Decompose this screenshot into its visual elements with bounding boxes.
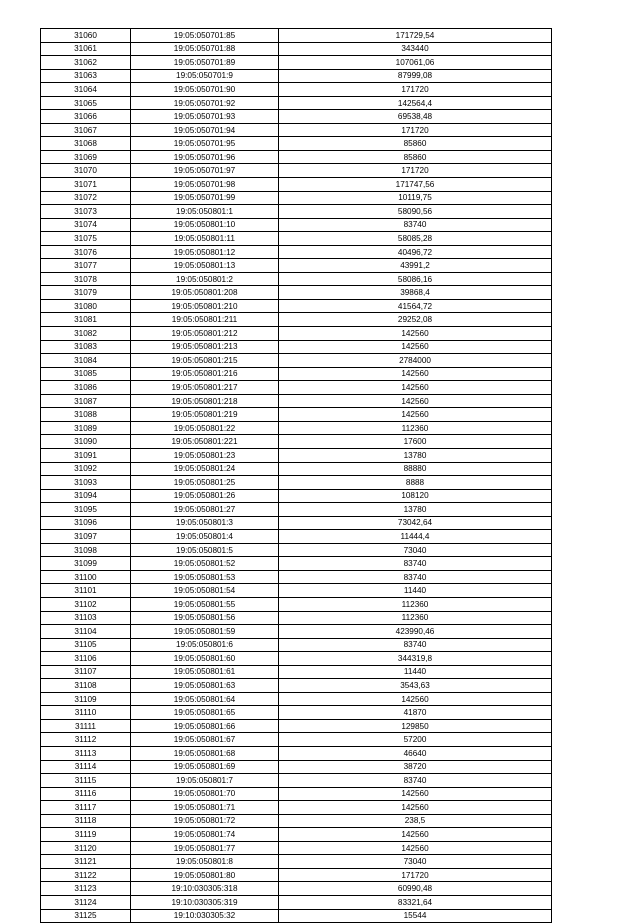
table-row [41,489,552,503]
row-number-cell: 31095 [41,503,131,517]
row-number-cell: 31082 [41,327,131,341]
cadastral-number-cell: 19:05:050701:96 [131,150,279,164]
row-number-cell: 31117 [41,801,131,815]
cadastral-number-cell: 19:05:050701:92 [131,96,279,110]
row-number-cell: 31115 [41,774,131,788]
value-cell: 88880 [279,462,552,476]
table-row [41,178,552,192]
row-number-cell: 31093 [41,476,131,490]
cadastral-number-cell: 19:05:050801:4 [131,530,279,544]
table-row [41,868,552,882]
value-cell: 142560 [279,841,552,855]
cadastral-number-cell: 19:05:050801:71 [131,801,279,815]
value-cell: 142560 [279,394,552,408]
value-cell: 83740 [279,570,552,584]
cadastral-number-cell: 19:05:050701:88 [131,42,279,56]
row-number-cell: 31110 [41,706,131,720]
row-number-cell: 31085 [41,367,131,381]
value-cell: 83740 [279,218,552,232]
table-row [41,503,552,517]
row-number-cell: 31077 [41,259,131,273]
row-number-cell: 31116 [41,787,131,801]
table-row [41,760,552,774]
row-number-cell: 31062 [41,56,131,70]
row-number-cell: 31123 [41,882,131,896]
cadastral-number-cell: 19:05:050801:13 [131,259,279,273]
cadastral-number-cell: 19:05:050801:11 [131,232,279,246]
table-row [41,354,552,368]
cadastral-number-cell: 19:05:050701:95 [131,137,279,151]
cadastral-number-cell: 19:05:050801:22 [131,421,279,435]
value-cell: 423990,46 [279,625,552,639]
table-row [41,652,552,666]
value-cell: 142560 [279,801,552,815]
table-row [41,719,552,733]
cadastral-number-cell: 19:05:050801:215 [131,354,279,368]
cadastral-number-cell: 19:05:050801:55 [131,597,279,611]
table-row [41,801,552,815]
cadastral-number-cell: 19:05:050701:89 [131,56,279,70]
value-cell: 29252,08 [279,313,552,327]
cadastral-number-cell: 19:05:050801:218 [131,394,279,408]
value-cell: 142560 [279,408,552,422]
cadastral-number-cell: 19:05:050801:210 [131,299,279,313]
cadastral-number-cell: 19:05:050801:77 [131,841,279,855]
cadastral-number-cell: 19:05:050801:5 [131,543,279,557]
row-number-cell: 31067 [41,123,131,137]
table-row [41,611,552,625]
row-number-cell: 31113 [41,746,131,760]
value-cell: 58086,16 [279,272,552,286]
cadastral-number-cell: 19:05:050801:74 [131,828,279,842]
table-row [41,259,552,273]
table-row [41,205,552,219]
row-number-cell: 31087 [41,394,131,408]
cadastral-number-cell: 19:10:030305:319 [131,896,279,910]
cadastral-number-cell: 19:05:050701:97 [131,164,279,178]
value-cell: 13780 [279,503,552,517]
cadastral-number-cell: 19:05:050801:54 [131,584,279,598]
table-row [41,909,552,923]
row-number-cell: 31078 [41,272,131,286]
table-row [41,896,552,910]
value-cell: 171720 [279,83,552,97]
cadastral-number-cell: 19:10:030305:318 [131,882,279,896]
row-number-cell: 31112 [41,733,131,747]
row-number-cell: 31061 [41,42,131,56]
cadastral-number-cell: 19:05:050801:221 [131,435,279,449]
cadastral-number-cell: 19:10:030305:32 [131,909,279,923]
row-number-cell: 31088 [41,408,131,422]
row-number-cell: 31072 [41,191,131,205]
value-cell: 57200 [279,733,552,747]
row-number-cell: 31091 [41,448,131,462]
cadastral-number-cell: 19:05:050801:52 [131,557,279,571]
table-row [41,570,552,584]
table-row [41,706,552,720]
table-row [41,83,552,97]
row-number-cell: 31105 [41,638,131,652]
table-row [41,584,552,598]
row-number-cell: 31064 [41,83,131,97]
value-cell: 40496,72 [279,245,552,259]
cadastral-number-cell: 19:05:050801:6 [131,638,279,652]
cadastral-number-cell: 19:05:050801:60 [131,652,279,666]
table-row [41,164,552,178]
value-cell: 87999,08 [279,69,552,83]
table-row [41,665,552,679]
table-row [41,327,552,341]
value-cell: 83321,64 [279,896,552,910]
row-number-cell: 31094 [41,489,131,503]
row-number-cell: 31075 [41,232,131,246]
row-number-cell: 31092 [41,462,131,476]
cadastral-number-cell: 19:05:050801:59 [131,625,279,639]
table-row [41,679,552,693]
value-cell: 73040 [279,855,552,869]
table-body [41,29,552,923]
cadastral-number-cell: 19:05:050801:208 [131,286,279,300]
value-cell: 107061,06 [279,56,552,70]
row-number-cell: 31109 [41,692,131,706]
cadastral-number-cell: 19:05:050801:67 [131,733,279,747]
table-row [41,69,552,83]
cadastral-number-cell: 19:05:050801:70 [131,787,279,801]
row-number-cell: 31083 [41,340,131,354]
row-number-cell: 31119 [41,828,131,842]
value-cell: 171720 [279,123,552,137]
value-cell: 43991,2 [279,259,552,273]
cadastral-number-cell: 19:05:050801:61 [131,665,279,679]
cadastral-number-cell: 19:05:050801:212 [131,327,279,341]
value-cell: 38720 [279,760,552,774]
row-number-cell: 31068 [41,137,131,151]
row-number-cell: 31121 [41,855,131,869]
value-cell: 10119,75 [279,191,552,205]
cadastral-number-cell: 19:05:050801:26 [131,489,279,503]
row-number-cell: 31100 [41,570,131,584]
value-cell: 171720 [279,868,552,882]
data-table [40,28,552,923]
value-cell: 142560 [279,340,552,354]
cadastral-number-cell: 19:05:050801:8 [131,855,279,869]
row-number-cell: 31099 [41,557,131,571]
cadastral-number-cell: 19:05:050801:219 [131,408,279,422]
table-row [41,746,552,760]
cadastral-number-cell: 19:05:050801:2 [131,272,279,286]
value-cell: 343440 [279,42,552,56]
value-cell: 83740 [279,638,552,652]
value-cell: 238,5 [279,814,552,828]
cadastral-number-cell: 19:05:050801:56 [131,611,279,625]
value-cell: 85860 [279,150,552,164]
cadastral-number-cell: 19:05:050801:65 [131,706,279,720]
value-cell: 83740 [279,774,552,788]
value-cell: 108120 [279,489,552,503]
value-cell: 142560 [279,692,552,706]
row-number-cell: 31060 [41,29,131,43]
table-row [41,557,552,571]
value-cell: 69538,48 [279,110,552,124]
table-row [41,96,552,110]
table-row [41,638,552,652]
row-number-cell: 31069 [41,150,131,164]
value-cell: 142560 [279,787,552,801]
value-cell: 142560 [279,367,552,381]
table-row [41,543,552,557]
row-number-cell: 31122 [41,868,131,882]
row-number-cell: 31071 [41,178,131,192]
cadastral-number-cell: 19:05:050801:80 [131,868,279,882]
table-row [41,462,552,476]
table-row [41,123,552,137]
table-row [41,814,552,828]
table-row [41,692,552,706]
value-cell: 142560 [279,327,552,341]
table-row [41,110,552,124]
value-cell: 142560 [279,828,552,842]
value-cell: 142560 [279,381,552,395]
cadastral-number-cell: 19:05:050801:213 [131,340,279,354]
table-row [41,245,552,259]
value-cell: 39868,4 [279,286,552,300]
cadastral-number-cell: 19:05:050801:66 [131,719,279,733]
cadastral-number-cell: 19:05:050801:24 [131,462,279,476]
value-cell: 83740 [279,557,552,571]
row-number-cell: 31063 [41,69,131,83]
table-row [41,516,552,530]
value-cell: 112360 [279,421,552,435]
table-row [41,882,552,896]
table-row [41,272,552,286]
table-row [41,232,552,246]
row-number-cell: 31079 [41,286,131,300]
cadastral-number-cell: 19:05:050801:23 [131,448,279,462]
table-row [41,42,552,56]
value-cell: 129850 [279,719,552,733]
value-cell: 11440 [279,665,552,679]
cadastral-number-cell: 19:05:050801:7 [131,774,279,788]
row-number-cell: 31096 [41,516,131,530]
row-number-cell: 31070 [41,164,131,178]
row-number-cell: 31101 [41,584,131,598]
value-cell: 3543,63 [279,679,552,693]
value-cell: 344319,8 [279,652,552,666]
value-cell: 58090,56 [279,205,552,219]
row-number-cell: 31081 [41,313,131,327]
value-cell: 8888 [279,476,552,490]
value-cell: 171747,56 [279,178,552,192]
table-row [41,774,552,788]
value-cell: 73040 [279,543,552,557]
value-cell: 2784000 [279,354,552,368]
value-cell: 73042,64 [279,516,552,530]
table-row [41,218,552,232]
cadastral-number-cell: 19:05:050801:25 [131,476,279,490]
row-number-cell: 31107 [41,665,131,679]
table-row [41,787,552,801]
value-cell: 41564,72 [279,299,552,313]
value-cell: 11440 [279,584,552,598]
cadastral-number-cell: 19:05:050801:211 [131,313,279,327]
row-number-cell: 31076 [41,245,131,259]
value-cell: 13780 [279,448,552,462]
row-number-cell: 31124 [41,896,131,910]
cadastral-number-cell: 19:05:050801:63 [131,679,279,693]
table-row [41,855,552,869]
cadastral-number-cell: 19:05:050801:53 [131,570,279,584]
row-number-cell: 31125 [41,909,131,923]
cadastral-number-cell: 19:05:050801:10 [131,218,279,232]
row-number-cell: 31114 [41,760,131,774]
table-row [41,435,552,449]
cadastral-number-cell: 19:05:050701:85 [131,29,279,43]
value-cell: 85860 [279,137,552,151]
cadastral-number-cell: 19:05:050801:64 [131,692,279,706]
row-number-cell: 31084 [41,354,131,368]
row-number-cell: 31104 [41,625,131,639]
row-number-cell: 31111 [41,719,131,733]
row-number-cell: 31074 [41,218,131,232]
value-cell: 142564,4 [279,96,552,110]
cadastral-number-cell: 19:05:050801:72 [131,814,279,828]
table-row [41,448,552,462]
cadastral-number-cell: 19:05:050701:93 [131,110,279,124]
table-row [41,597,552,611]
row-number-cell: 31080 [41,299,131,313]
cadastral-number-cell: 19:05:050801:27 [131,503,279,517]
table-row [41,476,552,490]
row-number-cell: 31106 [41,652,131,666]
row-number-cell: 31108 [41,679,131,693]
value-cell: 171720 [279,164,552,178]
table-row [41,299,552,313]
row-number-cell: 31120 [41,841,131,855]
cadastral-number-cell: 19:05:050801:69 [131,760,279,774]
cadastral-number-cell: 19:05:050701:99 [131,191,279,205]
row-number-cell: 31073 [41,205,131,219]
table-row [41,394,552,408]
value-cell: 171729,54 [279,29,552,43]
table-row [41,408,552,422]
cadastral-number-cell: 19:05:050701:9 [131,69,279,83]
table-row [41,530,552,544]
table-row [41,381,552,395]
value-cell: 112360 [279,597,552,611]
value-cell: 112360 [279,611,552,625]
table-row [41,137,552,151]
row-number-cell: 31090 [41,435,131,449]
row-number-cell: 31086 [41,381,131,395]
table-row [41,29,552,43]
row-number-cell: 31089 [41,421,131,435]
cadastral-number-cell: 19:05:050801:217 [131,381,279,395]
row-number-cell: 31103 [41,611,131,625]
value-cell: 11444,4 [279,530,552,544]
cadastral-number-cell: 19:05:050701:94 [131,123,279,137]
table-row [41,286,552,300]
row-number-cell: 31065 [41,96,131,110]
row-number-cell: 31118 [41,814,131,828]
table-row [41,56,552,70]
cadastral-number-cell: 19:05:050801:3 [131,516,279,530]
table-row [41,841,552,855]
row-number-cell: 31097 [41,530,131,544]
table-row [41,733,552,747]
value-cell: 58085,28 [279,232,552,246]
cadastral-number-cell: 19:05:050801:216 [131,367,279,381]
table-row [41,421,552,435]
value-cell: 15544 [279,909,552,923]
value-cell: 60990,48 [279,882,552,896]
table-row [41,340,552,354]
cadastral-number-cell: 19:05:050701:90 [131,83,279,97]
table-row [41,367,552,381]
table-row [41,150,552,164]
table-row [41,625,552,639]
row-number-cell: 31098 [41,543,131,557]
value-cell: 17600 [279,435,552,449]
row-number-cell: 31066 [41,110,131,124]
row-number-cell: 31102 [41,597,131,611]
cadastral-number-cell: 19:05:050701:98 [131,178,279,192]
cadastral-number-cell: 19:05:050801:1 [131,205,279,219]
table-row [41,313,552,327]
value-cell: 41870 [279,706,552,720]
table-row [41,828,552,842]
cadastral-number-cell: 19:05:050801:12 [131,245,279,259]
table-row [41,191,552,205]
cadastral-number-cell: 19:05:050801:68 [131,746,279,760]
value-cell: 46640 [279,746,552,760]
